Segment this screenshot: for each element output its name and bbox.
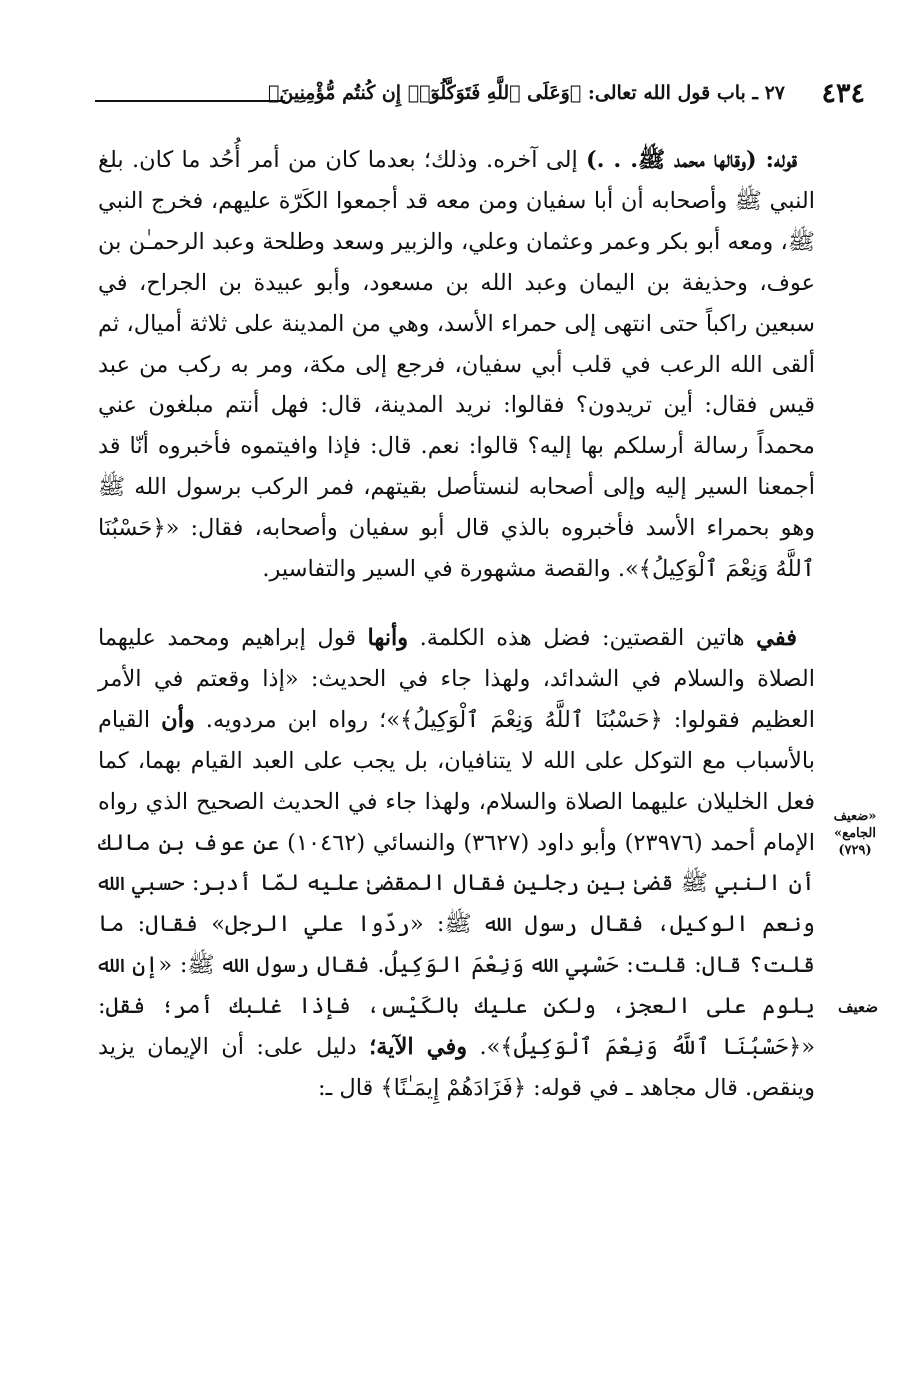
paragraph-2-bold-c: وأنها bbox=[367, 624, 409, 651]
margin-note-1-line-1: «ضعيف bbox=[833, 809, 877, 824]
page-header bbox=[95, 78, 865, 118]
paragraph-2 bbox=[98, 618, 815, 1109]
margin-note-grading-2: ضعيف bbox=[837, 998, 879, 1016]
margin-note-1-line-3: (٧٢٩) bbox=[838, 843, 872, 858]
paragraph-2-bold-a: ففي bbox=[756, 624, 797, 651]
header-rule bbox=[95, 100, 285, 102]
running-title: ٢٧ ـ باب قول الله تعالى: ﴿وَعَلَى ٱللَّهِ فَتَوَكَّلُوٓا۟ إِن كُنتُم مُّؤْمِنِينَ﴾ bbox=[267, 82, 785, 104]
paragraph-2-text-f: القيام بالأسباب مع التوكل على الله لا يتنافيان، بل يجب على العبد القيام بهما، كما فعل الخليلان عليهما الصلاة والسلام، ولهذا جاء في الحديث الصحيح الذي رواه الإمام أحمد (٢٣٩٧٦) وأبو داود (٣٦٢٧) والنسائي (١٠٤٦٢) عن عوف بن مالك أن النبي ﷺ قضىٰ بين رجلين فقال المقضىٰ عليه لمّا أدبر: حسبي الله ونعم الوكيل، فقال رسول الله ﷺ: «ردّوا علي الرجل» فقال: ما قلت؟ قال: قلت: حَسْبِي الله وَنِعْمَ الوَكِيلُ. فقال رسول الله ﷺ: «إن الله يلوم على العجز، ولكن عليك بالكَيْس، فإذا غلبك أمر؛ فقل: «﴿حَسْبُنَا ٱللَّهُ وَنِعْمَ ٱلْوَكِيلُ﴾». bbox=[98, 706, 815, 1061]
paragraph-2-text-d: قول إبراهيم ومحمد عليهما الصلاة والسلام في الشدائد، ولهذا جاء في الحديث: «إذا وقعتم في الأمر العظيم فقولوا: ﴿حَسْبُنَا ٱللَّهُ وَنِعْمَ ٱلْوَكِيلُ﴾»؛ رواه ابن مردويه. bbox=[98, 624, 815, 733]
margin-note-1-line-2: الجامع» bbox=[834, 826, 876, 841]
paragraph-1 bbox=[98, 140, 815, 590]
paragraph-1-lead: قوله: (وقالها محمد ﷺ. . .) bbox=[585, 147, 797, 173]
paragraph-2-bold-g: وفي الآية؛ bbox=[369, 1034, 468, 1061]
main-text bbox=[98, 140, 815, 1109]
paragraph-2-text-b: هاتين القصتين: فضل هذه الكلمة. bbox=[408, 624, 757, 651]
margin-note-grading-1 bbox=[822, 808, 888, 859]
paragraph-1-text: إلى آخره. وذلك؛ بعدما كان من أمر أُحُد ما كان. بلغ النبي ﷺ وأصحابه أن أبا سفيان ومن معه قد أجمعوا الكَرّة عليهم، فخرج النبي ﷺ، ومعه أبو بكر وعمر وعثمان وعلي، والزبير وسعد وطلحة وعبد الرحمـٰن بن عوف، وحذيفة بن اليمان وعبد الله بن مسعود، وأبو عبيدة بن الجراح، في سبعين راكباً حتى انتهى إلى حمراء الأسد، وهي من المدينة على ثلاثة أميال، ثم ألقى الله الرعب في قلب أبي سفيان، فرجع إلى مكة، ومر به ركب من عبد قيس فقال: أين تريدون؟ فقالوا: نريد المدينة، قال: فهل أنتم مبلغون عني محمداً رسالة أرسلكم بها إليه؟ قالوا: نعم. قال: فإذا وافيتموه فأخبروه أنّا قد أجمعنا السير إليه وإلى أصحابه لنستأصل بقيتهم، فمر الركب برسول الله ﷺ وهو بحمراء الأسد فأخبروه بالذي قال أبو سفيان وأصحابه، فقال: «﴿حَسْبُنَا ٱللَّهُ وَنِعْمَ ٱلْوَكِيلُ﴾». والقصة مشهورة في السير والتفاسير. bbox=[98, 147, 815, 583]
page-number: ٤٣٤ bbox=[821, 78, 865, 109]
paragraph-2-bold-e: وأن bbox=[161, 706, 195, 733]
paragraph-2-text-h: دليل على: أن الإيمان يزيد وينقص. قال مجاهد ـ في قوله: ﴿فَزَادَهُمْ إِيمَـٰنًا﴾ قال ـ: bbox=[98, 1034, 815, 1101]
